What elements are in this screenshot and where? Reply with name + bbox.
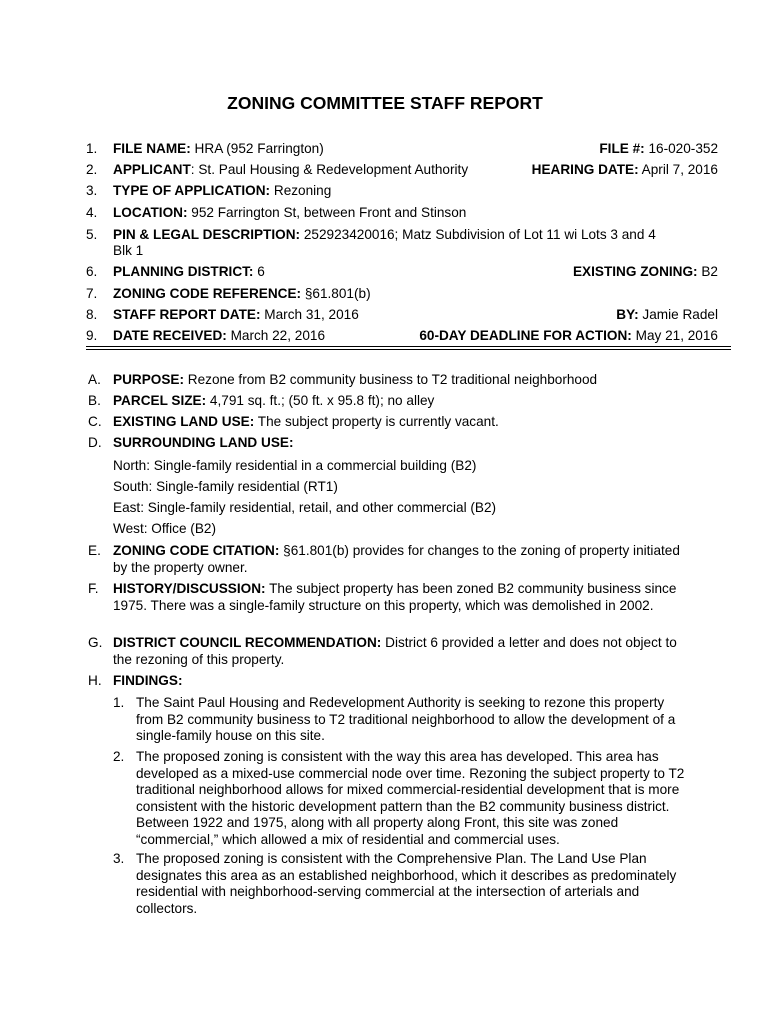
section-label: HISTORY/DISCUSSION: [113, 581, 266, 596]
finding-text: The Saint Paul Housing and Redevelopment Authority is seeking to rezone this property from B2 community business to T2 traditional neighborhood to allow the development of a single-family house on this site. [136, 695, 676, 743]
item-number: 2. [86, 162, 98, 177]
item-number: 4. [86, 205, 98, 220]
item-label: DATE RECEIVED: [113, 328, 227, 343]
finding-number: 3. [113, 851, 125, 866]
header-item-zoning-code-reference [86, 284, 718, 304]
header-item-location [86, 203, 718, 223]
section-text: The subject property is currently vacant. [254, 414, 499, 429]
header-item-applicant [86, 160, 718, 180]
section-text: 4,791 sq. ft.; (50 ft. x 95.8 ft); no alley [206, 393, 435, 408]
header-item-type-of-application [86, 181, 718, 201]
section-label: ZONING CODE CITATION: [113, 543, 280, 558]
item-value: §61.801(b) [301, 286, 371, 301]
item-value: 252923420016; Matz Subdivision of Lot 11 wi Lots 3 and 4 [300, 227, 656, 242]
item-right-value: April 7, 2016 [638, 162, 718, 177]
item-number: 1. [86, 141, 98, 156]
section-letter: G. [88, 635, 103, 650]
finding-text: The proposed zoning is consistent with the way this area has developed. This area has developed as a mixed-use commercial node over time. Rezoning the subject property to T2 traditional neighborhood allows for mixed commercial-residential development that is more consistent with the historic development pattern than the B2 community business district. Between 1922 and 1975, along with all property along Front, this site was zoned “commercial,” which allowed a mix of residential and commercial uses. [136, 749, 685, 847]
section-label: DISTRICT COUNCIL RECOMMENDATION: [113, 635, 382, 650]
divider-bottom [86, 349, 731, 350]
section-text: §61.801(b) provides for changes to the zoning of property initiated by the property owner. [113, 543, 680, 575]
item-number: 3. [86, 183, 98, 198]
finding-number: 2. [113, 749, 125, 764]
item-right-label: BY: [616, 307, 639, 322]
section-label: PURPOSE: [113, 372, 185, 387]
surrounding-south: South: Single-family residential (RT1) [113, 479, 338, 494]
header-item-planning-district [86, 262, 718, 282]
item-value: 6 [253, 264, 265, 279]
item-value: March 31, 2016 [260, 307, 359, 322]
section-label: SURROUNDING LAND USE: [113, 435, 294, 450]
item-number: 8. [86, 307, 98, 322]
section-letter: F. [88, 581, 99, 596]
item-value: Rezoning [270, 183, 332, 198]
item-label: ZONING CODE REFERENCE: [113, 286, 302, 301]
item-value: : St. Paul Housing & Redevelopment Authority [190, 162, 469, 177]
item-label: PLANNING DISTRICT: [113, 264, 254, 279]
item-label: TYPE OF APPLICATION: [113, 183, 271, 198]
report-title: ZONING COMMITTEE STAFF REPORT [227, 93, 543, 113]
divider-top [86, 346, 731, 347]
section-letter: E. [88, 543, 101, 558]
section-label: EXISTING LAND USE: [113, 414, 255, 429]
section-label: PARCEL SIZE: [113, 393, 207, 408]
item-right-label: 60-DAY DEADLINE FOR ACTION: [419, 328, 632, 343]
item-value: March 22, 2016 [226, 328, 326, 343]
section-letter: B. [88, 393, 101, 408]
section-label: FINDINGS: [113, 673, 183, 688]
surrounding-north: North: Single-family residential in a commercial building (B2) [113, 458, 477, 473]
header-item-date-received [86, 326, 718, 346]
header-item-pin-legal-description [86, 225, 718, 258]
item-number: 5. [86, 227, 98, 242]
surrounding-west: West: Office (B2) [113, 521, 216, 536]
section-text: The subject property has been zoned B2 community business since 1975. There was a single-family structure on this property, which was demolished in 2002. [113, 581, 677, 613]
item-continuation: Blk 1 [113, 243, 144, 258]
section-letter: A. [88, 372, 101, 387]
header-item-staff-report-date [86, 305, 718, 325]
item-right-value: 16-020-352 [644, 141, 718, 156]
surrounding-east: East: Single-family residential, retail, and other commercial (B2) [113, 500, 497, 515]
section-letter: D. [88, 435, 102, 450]
item-number: 7. [86, 286, 98, 301]
finding-text: The proposed zoning is consistent with the Comprehensive Plan. The Land Use Plan designates this area as an established neighborhood, which it describes as predominately residential with neighborhood-serving commercial at the intersection of arterials and collectors. [136, 851, 677, 916]
item-label: PIN & LEGAL DESCRIPTION: [113, 227, 301, 242]
item-right-label: HEARING DATE: [531, 162, 639, 177]
section-text: District 6 provided a letter and does not object to the rezoning of this property. [113, 635, 677, 667]
item-right-label: FILE #: [599, 141, 645, 156]
item-right-value: Jamie Radel [638, 307, 718, 322]
item-number: 6. [86, 264, 98, 279]
header-item-file-name [86, 139, 718, 159]
item-label: LOCATION: [113, 205, 188, 220]
item-label: STAFF REPORT DATE: [113, 307, 261, 322]
finding-number: 1. [113, 695, 125, 710]
item-right-value: B2 [697, 264, 718, 279]
item-value: HRA (952 Farrington) [190, 141, 324, 156]
item-right-label: EXISTING ZONING: [572, 264, 698, 279]
item-label: FILE NAME: [113, 141, 191, 156]
section-letter: C. [88, 414, 102, 429]
section-letter: H. [88, 673, 102, 688]
item-label: APPLICANT [113, 162, 191, 177]
section-text: Rezone from B2 community business to T2 traditional neighborhood [184, 372, 598, 387]
item-number: 9. [86, 328, 98, 343]
item-value: 952 Farrington St, between Front and Stinson [187, 205, 467, 220]
item-right-value: May 21, 2016 [631, 328, 718, 343]
